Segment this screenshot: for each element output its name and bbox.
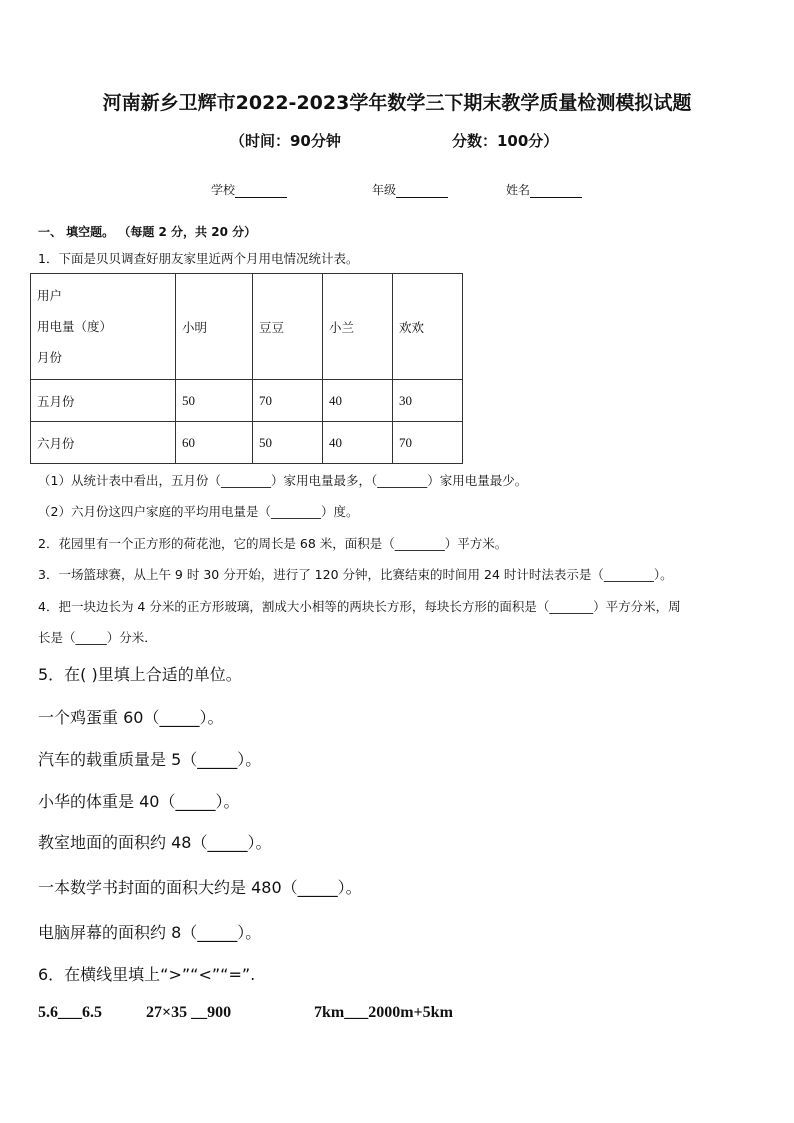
- table-header: 小明: [176, 274, 253, 380]
- corner-usage: 用电量（度）: [37, 319, 113, 334]
- name-label: 姓名: [506, 183, 531, 197]
- row-month: 五月份: [31, 380, 176, 422]
- question-5-item: 一个鸡蛋重 60（_____）。: [38, 708, 224, 727]
- question-4-cont: 长是（_____）分米．: [38, 630, 157, 645]
- corner-month: 月份: [37, 350, 63, 365]
- table-row: [31, 422, 463, 464]
- table-cell: 60: [176, 422, 253, 464]
- question-2: 2．花园里有一个正方形的荷花池，它的周长是 68 米，面积是（________）平方米。: [38, 536, 508, 551]
- usage-table: [30, 273, 463, 464]
- grade-field: [372, 181, 448, 198]
- question-5-item: 小华的体重是 40（_____）。: [38, 792, 240, 811]
- school-field: [211, 181, 287, 198]
- grade-label: 年级: [372, 183, 397, 197]
- compare-item: 7km___2000m+5km: [314, 1004, 453, 1021]
- question-3: 3．一场篮球赛，从上午 9 时 30 分开始，进行了 120 分钟，比赛结束的时间用 24 时计时法表示是（________）。: [38, 567, 673, 582]
- table-cell: 40: [323, 380, 393, 422]
- corner-user: 用户: [37, 288, 63, 303]
- exam-title: 河南新乡卫辉市2022-2023学年数学三下期末教学质量检测模拟试题: [102, 92, 692, 114]
- exam-score: 分数：100分）: [452, 132, 559, 150]
- compare-item: 27×35 __900: [146, 1004, 232, 1021]
- table-corner-cell: [31, 274, 176, 380]
- question-5-item: 一本数学书封面的面积大约是 480（_____）。: [38, 878, 362, 897]
- question-5-item: 教室地面的面积约 48（_____）。: [38, 833, 272, 852]
- table-header: 小兰: [323, 274, 393, 380]
- table-header: 豆豆: [253, 274, 323, 380]
- table-cell: 40: [323, 422, 393, 464]
- question-5-title: 5．在( )里填上合适的单位。: [38, 665, 242, 684]
- table-row: [31, 380, 463, 422]
- question-1: 1．下面是贝贝调查好朋友家里近两个月用电情况统计表。: [38, 251, 359, 266]
- table-cell: 70: [393, 422, 463, 464]
- table-cell: 70: [253, 380, 323, 422]
- table-cell: 30: [393, 380, 463, 422]
- school-label: 学校: [211, 183, 236, 197]
- question-5-item: 电脑屏幕的面积约 8（_____）。: [38, 923, 262, 942]
- compare-item: 5.6___6.5: [38, 1004, 102, 1021]
- question-4: 4．把一块边长为 4 分米的正方形玻璃，割成大小相等的两块长方形，每块长方形的面积是（_______）平方分米，周: [38, 599, 681, 614]
- question-6-title: 6．在横线里填上“>”“<”“=”.: [38, 965, 256, 984]
- question-5-item: 汽车的载重质量是 5（_____）。: [38, 750, 262, 769]
- table-header: 欢欢: [393, 274, 463, 380]
- name-field: [506, 181, 582, 198]
- question-1-part-2: （2）六月份这四户家庭的平均用电量是（________）度。: [38, 504, 359, 519]
- question-1-part-1: （1）从统计表中看出，五月份（________）家用电量最多，（________）家用电量最少。: [38, 473, 528, 488]
- row-month: 六月份: [31, 422, 176, 464]
- table-cell: 50: [176, 380, 253, 422]
- exam-time: （时间：90分钟: [230, 132, 341, 150]
- section-heading: 一、 填空题。 （每题 2 分，共 20 分）: [38, 225, 257, 239]
- table-cell: 50: [253, 422, 323, 464]
